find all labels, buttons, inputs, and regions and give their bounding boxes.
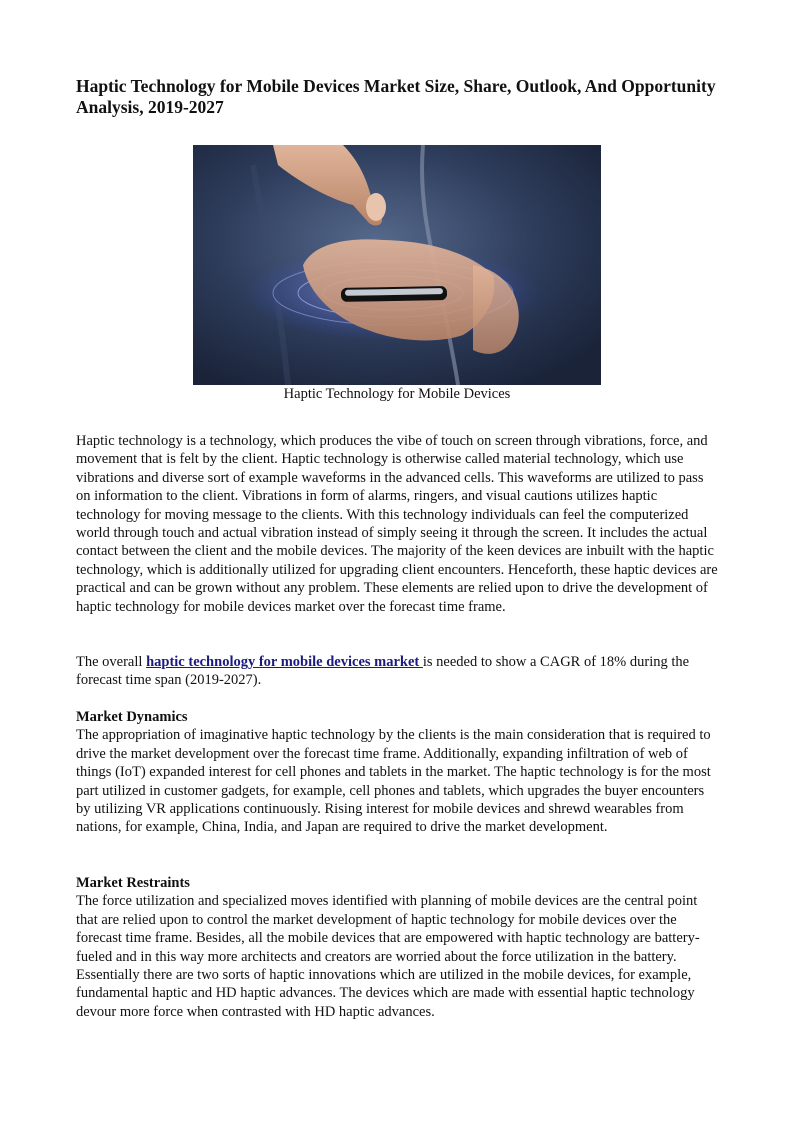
market-restraints-section bbox=[76, 874, 718, 1021]
market-restraints-text: The force utilization and specialized moves identified with planning of mobile devices are the central point that are relied upon to control the market development of haptic technology for mobile devices over the forecast time frame. Besides, all the mobile devices that are empowered with haptic technology are battery-fueled and in this way more architects and creators are worried about the force utilization in the battery. Essentially there are two sorts of haptic innovations which are utilized in the mobile devices, for example, fundamental haptic and HD haptic advances. The devices which are made with essential haptic technology devour more force when contrasted with HD haptic advances. bbox=[76, 893, 700, 1020]
hand-phone-illustration bbox=[193, 145, 601, 385]
image-caption: Haptic Technology for Mobile Devices bbox=[283, 386, 511, 402]
market-dynamics-text: The appropriation of imaginative haptic technology by the clients is the main consideration that is required to drive the market development over the forecast time frame. Additionally, expanding infiltration of web of things (IoT) expanded interest for cell phones and tablets in the market. The haptic technology is for the most part utilized in customer gadgets, for example, cell phones and tablets, which upgrades the buyer encounters by utilizing VR applications continuously. Rising interest for mobile devices and shrewd wearables from nations, for example, China, India, and Japan are required to drive the market development. bbox=[76, 727, 711, 836]
cagr-text-before: The overall bbox=[76, 654, 147, 670]
page-title: Haptic Technology for Mobile Devices Market Size, Share, Outlook, And Opportunity Analysis, 2019-2027 bbox=[76, 76, 716, 117]
hand-holding-phone-image bbox=[193, 145, 601, 385]
market-report-link[interactable]: haptic technology for mobile devices market bbox=[146, 654, 423, 670]
intro-paragraph: Haptic technology is a technology, which produces the vibe of touch on screen through vibrations, force, and movement that is felt by the client. Haptic technology is otherwise called material technology, which use vibrations and diverse sort of example waveforms in the advanced cells. This waveforms are utilized to pass on information to the client. Vibrations in form of alarms, ringers, and visual cautions utilizes haptic technology for moving message to the clients. With this technology individuals can feel the computerized world through touch and actual vibration instead of simply seeing it through the screen. It includes the actual contact between the client and the mobile devices. The majority of the keen devices are inbuilt with the haptic technology, which is additionally utilized for upgrading client encounters. Henceforth, these haptic devices are practical and can be grown without any problem. These elements are relied upon to drive the development of haptic technology for mobile devices market over the forecast time frame. bbox=[76, 433, 718, 615]
market-dynamics-section bbox=[76, 708, 718, 837]
cagr-paragraph bbox=[76, 653, 718, 690]
market-restraints-heading: Market Restraints bbox=[76, 875, 190, 891]
cagr-text-after: is needed to show a CAGR of 18% during the forecast time span (2019-2027). bbox=[76, 654, 690, 689]
market-dynamics-heading: Market Dynamics bbox=[76, 709, 188, 725]
